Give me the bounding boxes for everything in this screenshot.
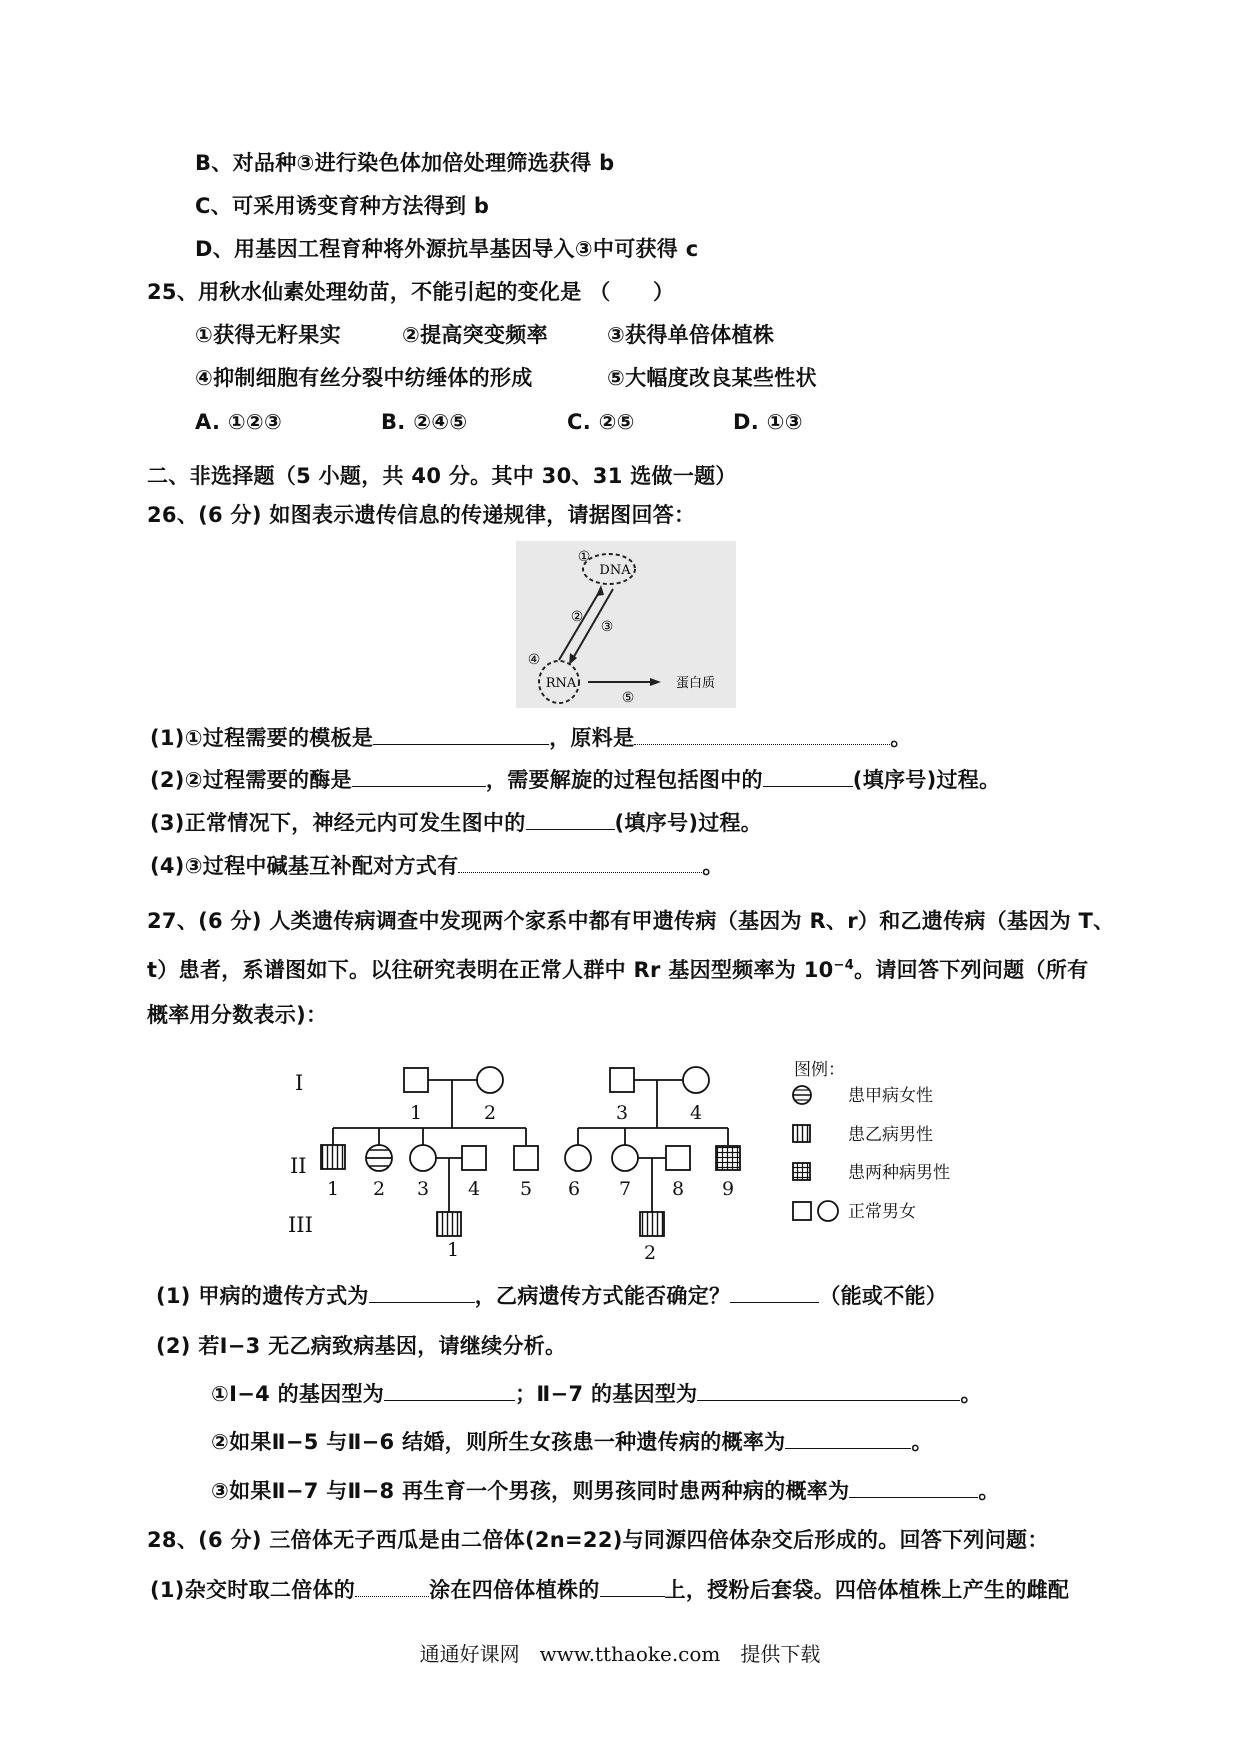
II-6-female [565,1145,591,1171]
q26-2-blank-process[interactable] [763,766,853,787]
q27-stem-line2 [147,952,1088,984]
q26-1-text-c: 。 [890,726,912,750]
process-4-label: ④ [527,652,541,668]
rna-label: RNA [545,676,577,691]
q27-1-text-b: ，乙病遗传方式能否确定？ [474,1284,731,1308]
II-1-number: 1 [326,1178,340,1200]
q25-statement-2: ②提高突变频率 [402,323,548,347]
q27-part-2-1 [211,1380,982,1408]
q25-statement-3: ③获得单倍体植株 [607,323,775,347]
q27-2-1-text-c: 。 [960,1382,982,1406]
II-9-male-both-diseases [716,1146,740,1170]
q26-1-blank-material[interactable] [634,724,890,745]
q27-part-2-2 [211,1428,933,1456]
II-5-male [514,1146,538,1170]
legend-normal-female-icon [818,1201,838,1221]
q27-2-1-text-b: ；Ⅱ−7 的基因型为 [515,1382,698,1406]
q27-2-3-text-b: 。 [978,1479,1000,1503]
II-3-number: 3 [416,1178,430,1200]
q25-statements-row2 [195,364,817,392]
q27-1-blank-mode-A[interactable] [369,1282,475,1303]
II-8-male [666,1146,690,1170]
q27-1-blank-can-determine[interactable] [730,1282,819,1303]
q24-option-c: C、可采用诱变育种方法得到 b [195,194,490,218]
q24-option-b: B、对品种③进行染色体加倍处理筛选获得 b [195,151,615,175]
q26-3-blank[interactable] [526,809,615,830]
q24-option-d: D、用基因工程育种将外源抗旱基因导入③中可获得 c [195,237,699,261]
q26-2-blank-enzyme[interactable] [352,766,486,787]
generation-II-label: II [290,1154,307,1178]
q26-stem: 26、(6 分) 如图表示遗传信息的传递规律，请据图回答： [147,503,696,527]
I-2-number: 2 [483,1102,497,1124]
q26-4-text-a: (4)③过程中碱基互补配对方式有 [150,854,459,878]
III-1-number: 1 [446,1239,460,1261]
section-2-heading: 二、非选择题（5 小题，共 40 分。其中 30、31 选做一题） [147,464,737,488]
I-3-male [610,1068,634,1092]
legend-disease-A-female: 患甲病女性 [848,1086,933,1106]
pedigree-chart [280,1050,1000,1268]
II-2-number: 2 [372,1178,386,1200]
central-dogma-diagram [516,541,736,708]
q25-choice-d: D. ①③ [733,410,803,434]
I-1-number: 1 [409,1102,423,1124]
II-8-number: 8 [671,1178,685,1200]
process-5-label: ⑤ [621,690,635,706]
page-footer: 通通好课网 www.tthaoke.com 提供下载 [419,1642,821,1666]
q26-part-4 [150,852,724,880]
process-1-label: ① [577,549,591,565]
q28-1-text-a: (1)杂交时取二倍体的 [150,1578,356,1602]
q28-part-1 [150,1576,1069,1604]
q26-1-text-a: (1)①过程需要的模板是 [150,726,374,750]
legend-title: 图例： [794,1060,845,1080]
q28-stem: 28、(6 分) 三倍体无子西瓜是由二倍体(2n=22)与同源四倍体杂交后形成的。回答下列问题： [147,1528,1049,1552]
q27-part-2: (2) 若Ⅰ−3 无乙病致病基因，请继续分析。 [156,1334,567,1358]
II-1-male-disease-B [321,1145,345,1169]
q26-2-text-c: (填序号)过程。 [852,768,1001,792]
q27-exponent: −4 [833,958,855,973]
II-4-male [462,1146,486,1170]
III-2-number: 2 [643,1242,657,1264]
dna-label: DNA [599,563,631,578]
I-1-male [404,1068,428,1092]
q25-stem: 25、用秋水仙素处理幼苗，不能引起的变化是 （ ） [147,280,675,304]
generation-I-label: I [295,1071,304,1095]
q26-1-text-b: ，原料是 [549,726,635,750]
q27-1-text-c: （能或不能） [819,1284,948,1308]
q25-choice-a: A. ①②③ [195,410,283,434]
II-7-female [612,1145,638,1171]
q26-3-text-b: (填序号)过程。 [614,811,763,835]
q27-part-1 [156,1282,947,1310]
III-2-male-disease-B [640,1212,664,1236]
q26-4-blank[interactable] [458,852,702,873]
q25-statements-row1 [195,321,774,349]
q27-part-2-3 [211,1477,1000,1505]
q27-2-1-blank-II7[interactable] [697,1380,960,1401]
q28-1-text-b: 涂在四倍体植株的 [429,1578,600,1602]
q25-statement-4: ④抑制细胞有丝分裂中纺缍体的形成 [195,366,533,390]
generation-III-label: III [288,1213,313,1237]
q26-4-text-b: 。 [702,854,724,878]
q27-stem-line1: 27、(6 分) 人类遗传病调查中发现两个家系中都有甲遗传病（基因为 R、r）和乙遗传病（基因为 T、 [147,909,1115,933]
q26-part-2 [150,766,1000,794]
II-4-number: 4 [467,1178,481,1200]
II-6-number: 6 [567,1178,581,1200]
q25-choice-c: C. ②⑤ [567,410,635,434]
q27-2-3-text-a: ③如果Ⅱ−7 与Ⅱ−8 再生育一个男孩，则男孩同时患两种病的概率为 [211,1479,850,1503]
II-9-number: 9 [721,1178,735,1200]
legend-disease-B-male: 患乙病男性 [848,1125,933,1145]
q25-choices [195,408,803,436]
protein-label: 蛋白质 [676,676,716,691]
legend-normal: 正常男女 [848,1202,916,1222]
q28-1-blank-pollen[interactable] [355,1576,429,1597]
q25-choice-b: B. ②④⑤ [381,410,468,434]
I-4-female [683,1067,709,1093]
pedigree-legend [793,1060,950,1222]
q25-statement-1: ①获得无籽果实 [195,323,341,347]
q26-3-text-a: (3)正常情况下，神经元内可发生图中的 [150,811,526,835]
I-4-number: 4 [689,1102,703,1124]
legend-both-diseases-male: 患两种病男性 [848,1163,950,1183]
q27-l2-text-b: 。请回答下列问题（所有 [854,958,1089,982]
process-3-label: ③ [600,619,614,635]
process-2-label: ② [570,609,584,625]
q28-1-blank-stigma[interactable] [600,1576,665,1597]
I-3-number: 3 [615,1102,629,1124]
q27-2-2-blank[interactable] [785,1428,911,1449]
I-2-female [477,1067,503,1093]
q26-part-1 [150,724,912,752]
q26-2-text-b: ，需要解旋的过程包括图中的 [485,768,763,792]
q27-l2-text-a: t）患者，系谱图如下。以往研究表明在正常人群中 Rr 基因型频率为 10 [147,958,834,982]
q26-2-text-a: (2)②过程需要的酶是 [150,768,352,792]
q27-2-1-blank-I4[interactable] [384,1380,515,1401]
q28-1-text-c: 上，授粉后套袋。四倍体植株上产生的雌配 [664,1578,1070,1602]
q27-1-text-a: (1) 甲病的遗传方式为 [156,1284,369,1308]
q27-2-1-text-a: ①Ⅰ−4 的基因型为 [211,1382,385,1406]
q27-2-2-text-b: 。 [911,1430,933,1454]
II-7-number: 7 [618,1178,632,1200]
II-5-number: 5 [519,1178,533,1200]
q26-1-blank-template[interactable] [373,724,549,745]
III-1-male-disease-B [437,1212,461,1236]
q27-2-2-text-a: ②如果Ⅱ−5 与Ⅱ−6 结婚，则所生女孩患一种遗传病的概率为 [211,1430,786,1454]
q27-stem-line3: 概率用分数表示)： [147,1003,328,1027]
q26-part-3 [150,809,762,837]
legend-both-diseases-male-icon [793,1163,810,1180]
q27-2-3-blank[interactable] [849,1477,978,1498]
II-3-female [410,1145,436,1171]
q25-statement-5: ⑤大幅度改良某些性状 [607,366,817,390]
legend-normal-male-icon [793,1202,811,1220]
legend-disease-B-male-icon [793,1125,810,1142]
